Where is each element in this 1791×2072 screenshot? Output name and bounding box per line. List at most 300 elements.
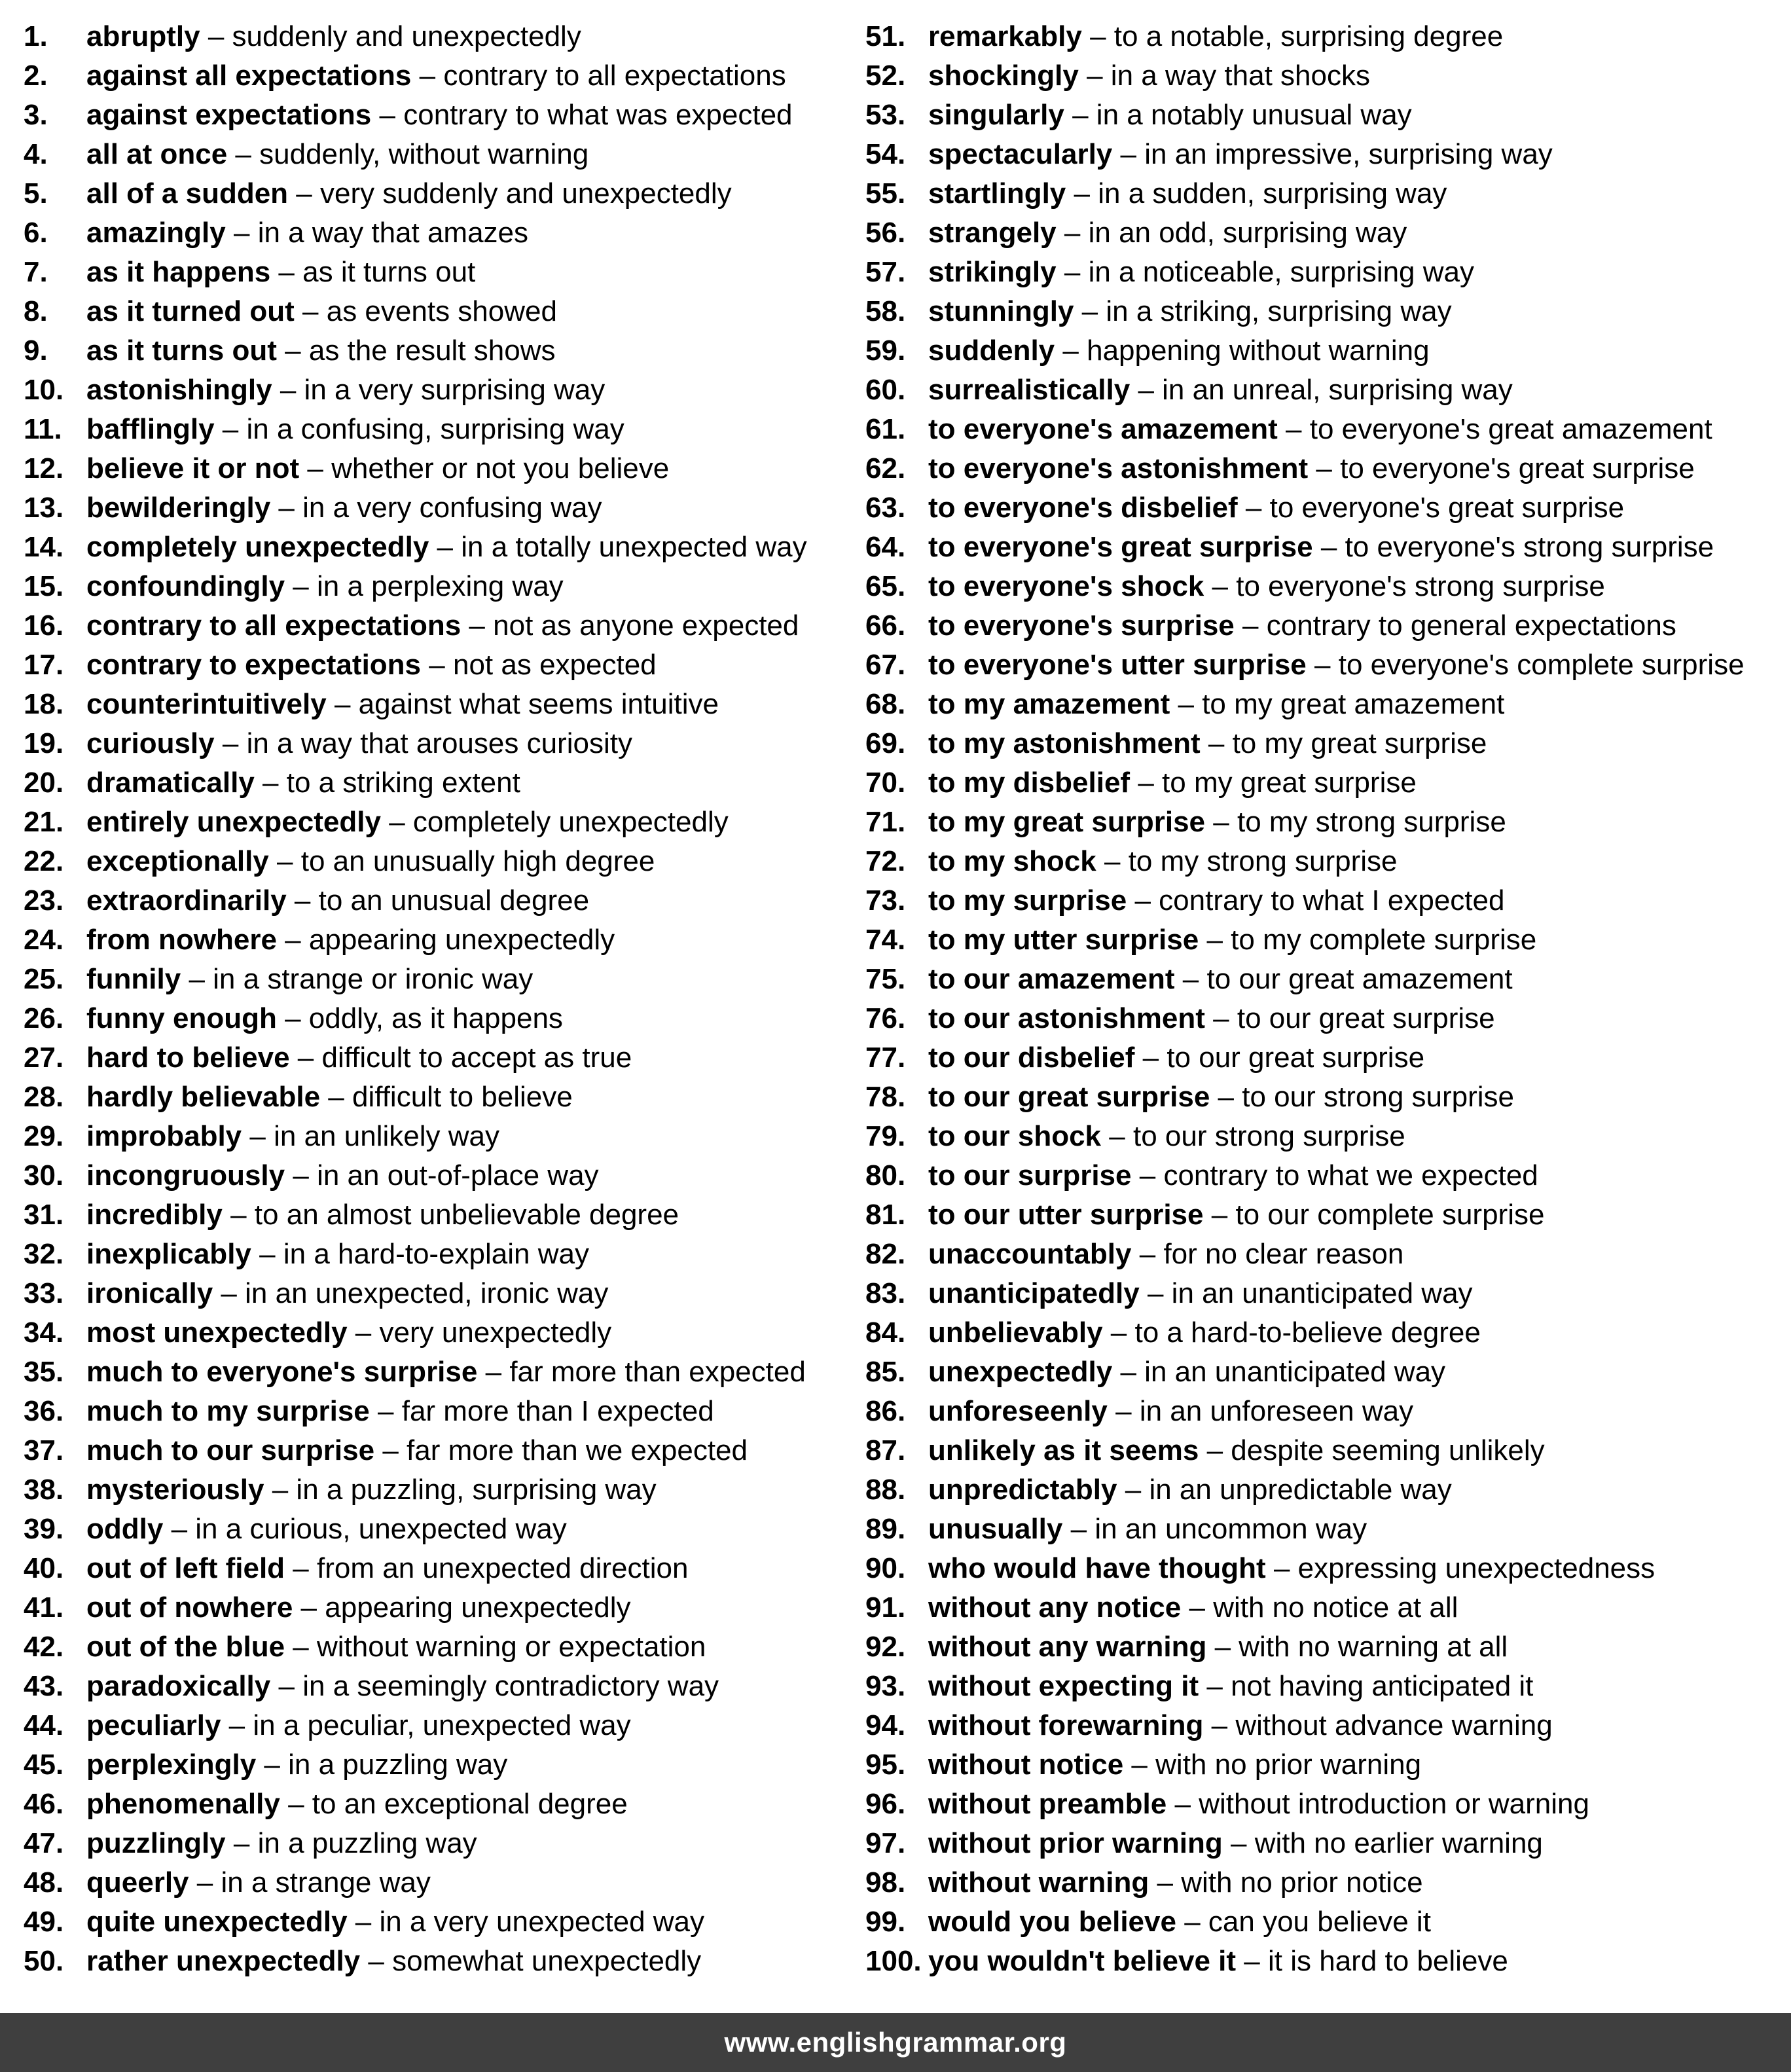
item-number: 47. bbox=[24, 1827, 64, 1859]
item-number: 91. bbox=[865, 1591, 906, 1624]
item-term: to my shock bbox=[928, 845, 1096, 877]
list-item bbox=[865, 410, 1782, 449]
item-number: 98. bbox=[865, 1866, 906, 1899]
item-separator: – bbox=[334, 688, 351, 720]
item-separator: – bbox=[1138, 374, 1154, 406]
item-definition: to everyone's great surprise bbox=[1269, 492, 1625, 524]
list-item bbox=[865, 1195, 1782, 1235]
item-separator: – bbox=[1120, 1356, 1136, 1388]
item-number: 69. bbox=[865, 727, 906, 759]
item-separator: – bbox=[1115, 1395, 1132, 1427]
item-definition: with no earlier warning bbox=[1254, 1827, 1543, 1859]
item-separator: – bbox=[300, 1591, 317, 1624]
item-number: 34. bbox=[24, 1317, 64, 1349]
item-term: without warning bbox=[928, 1866, 1149, 1899]
item-separator: – bbox=[1208, 727, 1225, 759]
item-separator: – bbox=[307, 452, 323, 484]
list-item bbox=[24, 528, 868, 567]
list-item bbox=[24, 606, 868, 645]
item-separator: – bbox=[302, 295, 319, 327]
item-definition: not having anticipated it bbox=[1231, 1670, 1534, 1702]
list-item bbox=[24, 1117, 868, 1156]
item-term: ironically bbox=[86, 1277, 213, 1309]
item-number: 54. bbox=[865, 138, 906, 170]
item-separator: – bbox=[1273, 1552, 1290, 1584]
item-definition: to my great surprise bbox=[1232, 727, 1487, 759]
item-number: 64. bbox=[865, 531, 906, 563]
item-number: 31. bbox=[24, 1199, 64, 1231]
item-definition: with no prior notice bbox=[1181, 1866, 1423, 1899]
item-separator: – bbox=[278, 492, 295, 524]
item-number: 9. bbox=[24, 335, 48, 367]
item-number: 20. bbox=[24, 767, 64, 799]
item-term: unbelievably bbox=[928, 1317, 1103, 1349]
item-definition: in an unanticipated way bbox=[1144, 1356, 1446, 1388]
list-item bbox=[24, 567, 868, 606]
item-definition: to my strong surprise bbox=[1237, 806, 1506, 838]
item-term: spectacularly bbox=[928, 138, 1113, 170]
item-number: 79. bbox=[865, 1120, 906, 1152]
item-term: funny enough bbox=[86, 1002, 277, 1034]
item-number: 11. bbox=[24, 413, 62, 445]
item-term: dramatically bbox=[86, 767, 255, 799]
item-definition: not as expected bbox=[452, 649, 657, 681]
item-number: 10. bbox=[24, 374, 64, 406]
list-item bbox=[24, 842, 868, 881]
item-definition: to my complete surprise bbox=[1231, 924, 1537, 956]
item-number: 41. bbox=[24, 1591, 64, 1624]
item-term: inexplicably bbox=[86, 1238, 251, 1270]
item-separator: – bbox=[1081, 295, 1098, 327]
item-number: 62. bbox=[865, 452, 906, 484]
item-number: 22. bbox=[24, 845, 64, 877]
item-separator: – bbox=[1178, 688, 1194, 720]
item-term: to everyone's amazement bbox=[928, 413, 1278, 445]
list-item bbox=[24, 1195, 868, 1235]
item-number: 16. bbox=[24, 609, 64, 642]
item-separator: – bbox=[233, 217, 250, 249]
list-item bbox=[865, 1274, 1782, 1313]
item-number: 7. bbox=[24, 256, 48, 288]
item-separator: – bbox=[1316, 452, 1332, 484]
list-item bbox=[24, 1942, 868, 1981]
item-definition: it is hard to believe bbox=[1268, 1945, 1508, 1977]
item-number: 63. bbox=[865, 492, 906, 524]
item-separator: – bbox=[1320, 531, 1337, 563]
list-item bbox=[865, 1745, 1782, 1785]
item-separator: – bbox=[1212, 570, 1229, 602]
item-term: puzzlingly bbox=[86, 1827, 226, 1859]
item-separator: – bbox=[272, 1474, 289, 1506]
item-number: 25. bbox=[24, 963, 64, 995]
item-definition: in an unlikely way bbox=[274, 1120, 499, 1152]
item-separator: – bbox=[293, 1159, 309, 1191]
item-separator: – bbox=[222, 727, 239, 759]
list-item bbox=[24, 763, 868, 803]
item-number: 65. bbox=[865, 570, 906, 602]
list-item bbox=[865, 567, 1782, 606]
item-separator: – bbox=[1244, 1945, 1260, 1977]
item-term: to my utter surprise bbox=[928, 924, 1199, 956]
list-item bbox=[24, 1549, 868, 1588]
item-separator: – bbox=[1087, 60, 1103, 92]
item-number: 6. bbox=[24, 217, 48, 249]
list-item bbox=[24, 17, 868, 56]
item-term: hardly believable bbox=[86, 1081, 321, 1113]
list-item bbox=[865, 763, 1782, 803]
item-separator: – bbox=[285, 335, 301, 367]
list-item bbox=[865, 135, 1782, 174]
item-number: 4. bbox=[24, 138, 48, 170]
item-separator: – bbox=[419, 60, 436, 92]
item-number: 37. bbox=[24, 1434, 64, 1466]
item-separator: – bbox=[293, 570, 309, 602]
item-definition: somewhat unexpectedly bbox=[392, 1945, 702, 1977]
item-term: much to our surprise bbox=[86, 1434, 375, 1466]
item-separator: – bbox=[1214, 1631, 1231, 1663]
item-definition: not as anyone expected bbox=[493, 609, 799, 642]
item-number: 72. bbox=[865, 845, 906, 877]
item-term: who would have thought bbox=[928, 1552, 1266, 1584]
item-separator: – bbox=[1139, 1238, 1156, 1270]
item-number: 80. bbox=[865, 1159, 906, 1191]
item-number: 44. bbox=[24, 1709, 64, 1741]
item-term: you wouldn't believe it bbox=[928, 1945, 1237, 1977]
website-url[interactable]: www.englishgrammar.org bbox=[724, 2027, 1067, 2058]
item-definition: very suddenly and unexpectedly bbox=[320, 177, 732, 209]
item-separator: – bbox=[1189, 1591, 1205, 1624]
item-term: without forewarning bbox=[928, 1709, 1204, 1741]
item-term: funnily bbox=[86, 963, 181, 995]
item-term: all of a sudden bbox=[86, 177, 289, 209]
item-definition: to everyone's great amazement bbox=[1309, 413, 1712, 445]
list-item bbox=[865, 1078, 1782, 1117]
list-item bbox=[865, 685, 1782, 724]
item-number: 67. bbox=[865, 649, 906, 681]
item-separator: – bbox=[1109, 1120, 1125, 1152]
item-separator: – bbox=[278, 1670, 295, 1702]
item-term: to our disbelief bbox=[928, 1042, 1135, 1074]
item-separator: – bbox=[1072, 99, 1089, 131]
item-number: 50. bbox=[24, 1945, 64, 1977]
item-number: 28. bbox=[24, 1081, 64, 1113]
list-item bbox=[865, 1824, 1782, 1863]
item-definition: in a way that amazes bbox=[257, 217, 529, 249]
list-item bbox=[865, 1588, 1782, 1627]
item-term: to my astonishment bbox=[928, 727, 1201, 759]
item-term: out of nowhere bbox=[86, 1591, 293, 1624]
item-term: quite unexpectedly bbox=[86, 1906, 348, 1938]
item-separator: – bbox=[1134, 884, 1151, 917]
item-term: phenomenally bbox=[86, 1788, 280, 1820]
item-number: 38. bbox=[24, 1474, 64, 1506]
item-separator: – bbox=[171, 1513, 188, 1545]
list-item bbox=[865, 803, 1782, 842]
list-item bbox=[24, 1863, 868, 1902]
item-term: to our astonishment bbox=[928, 1002, 1205, 1034]
item-definition: far more than we expected bbox=[407, 1434, 748, 1466]
item-number: 97. bbox=[865, 1827, 906, 1859]
item-separator: – bbox=[230, 1199, 247, 1231]
list-item bbox=[24, 1627, 868, 1667]
item-number: 53. bbox=[865, 99, 906, 131]
item-term: hard to believe bbox=[86, 1042, 290, 1074]
list-item bbox=[24, 1431, 868, 1470]
item-separator: – bbox=[1070, 1513, 1087, 1545]
item-definition: contrary to what was expected bbox=[403, 99, 793, 131]
item-definition: far more than expected bbox=[509, 1356, 806, 1388]
list-item bbox=[24, 135, 868, 174]
item-separator: – bbox=[1090, 20, 1106, 52]
list-item bbox=[24, 1156, 868, 1195]
item-number: 3. bbox=[24, 99, 48, 131]
list-item bbox=[865, 213, 1782, 253]
item-separator: – bbox=[469, 609, 485, 642]
item-term: surrealistically bbox=[928, 374, 1131, 406]
item-definition: suddenly and unexpectedly bbox=[232, 20, 581, 52]
item-number: 18. bbox=[24, 688, 64, 720]
item-term: entirely unexpectedly bbox=[86, 806, 381, 838]
item-separator: – bbox=[288, 1788, 304, 1820]
item-number: 95. bbox=[865, 1749, 906, 1781]
item-definition: happening without warning bbox=[1087, 335, 1430, 367]
item-separator: – bbox=[235, 138, 251, 170]
item-term: stunningly bbox=[928, 295, 1074, 327]
list-item bbox=[865, 1627, 1782, 1667]
list-item bbox=[865, 1431, 1782, 1470]
list-item bbox=[865, 724, 1782, 763]
item-definition: expressing unexpectedness bbox=[1297, 1552, 1655, 1584]
list-item bbox=[24, 410, 868, 449]
item-number: 33. bbox=[24, 1277, 64, 1309]
list-item bbox=[865, 253, 1782, 292]
list-item bbox=[24, 174, 868, 213]
list-item bbox=[865, 17, 1782, 56]
item-separator: – bbox=[259, 1238, 276, 1270]
item-number: 8. bbox=[24, 295, 48, 327]
list-item bbox=[865, 1549, 1782, 1588]
item-term: to my great surprise bbox=[928, 806, 1206, 838]
item-separator: – bbox=[278, 256, 295, 288]
item-number: 94. bbox=[865, 1709, 906, 1741]
item-term: mysteriously bbox=[86, 1474, 264, 1506]
item-number: 58. bbox=[865, 295, 906, 327]
item-definition: in an uncommon way bbox=[1094, 1513, 1367, 1545]
item-definition: in a curious, unexpected way bbox=[195, 1513, 567, 1545]
list-item bbox=[24, 331, 868, 371]
item-number: 15. bbox=[24, 570, 64, 602]
item-separator: – bbox=[485, 1356, 502, 1388]
item-term: abruptly bbox=[86, 20, 200, 52]
item-definition: in an unanticipated way bbox=[1171, 1277, 1473, 1309]
item-definition: to our great amazement bbox=[1206, 963, 1513, 995]
item-definition: whether or not you believe bbox=[331, 452, 670, 484]
item-number: 74. bbox=[865, 924, 906, 956]
item-number: 57. bbox=[865, 256, 906, 288]
item-definition: without advance warning bbox=[1235, 1709, 1553, 1741]
list-item bbox=[24, 920, 868, 960]
item-term: strikingly bbox=[928, 256, 1057, 288]
item-separator: – bbox=[1206, 924, 1223, 956]
item-definition: against what seems intuitive bbox=[358, 688, 719, 720]
item-definition: to a hard-to-believe degree bbox=[1134, 1317, 1481, 1349]
item-definition: contrary to what I expected bbox=[1159, 884, 1505, 917]
item-definition: contrary to general expectations bbox=[1266, 609, 1676, 642]
item-term: bafflingly bbox=[86, 413, 215, 445]
item-definition: with no warning at all bbox=[1239, 1631, 1508, 1663]
item-term: suddenly bbox=[928, 335, 1055, 367]
list-item bbox=[24, 1824, 868, 1863]
item-term: shockingly bbox=[928, 60, 1079, 92]
item-term: without any notice bbox=[928, 1591, 1182, 1624]
item-separator: – bbox=[1206, 1434, 1223, 1466]
list-item bbox=[24, 803, 868, 842]
item-term: to everyone's surprise bbox=[928, 609, 1235, 642]
item-term: oddly bbox=[86, 1513, 164, 1545]
item-term: unforeseenly bbox=[928, 1395, 1108, 1427]
item-definition: from an unexpected direction bbox=[317, 1552, 689, 1584]
list-item bbox=[24, 645, 868, 685]
item-definition: in a confusing, surprising way bbox=[246, 413, 624, 445]
list-item bbox=[24, 881, 868, 920]
item-separator: – bbox=[1104, 845, 1121, 877]
list-item bbox=[865, 920, 1782, 960]
list-item bbox=[865, 881, 1782, 920]
item-number: 60. bbox=[865, 374, 906, 406]
item-definition: difficult to accept as true bbox=[321, 1042, 632, 1074]
list-item bbox=[865, 1510, 1782, 1549]
item-definition: in an unexpected, ironic way bbox=[245, 1277, 609, 1309]
item-separator: – bbox=[233, 1827, 250, 1859]
item-definition: completely unexpectedly bbox=[412, 806, 729, 838]
item-definition: to my great surprise bbox=[1162, 767, 1417, 799]
item-definition: in a noticeable, surprising way bbox=[1088, 256, 1475, 288]
item-term: as it happens bbox=[86, 256, 271, 288]
item-separator: – bbox=[429, 649, 445, 681]
item-number: 51. bbox=[865, 20, 906, 52]
item-term: to my disbelief bbox=[928, 767, 1131, 799]
item-number: 89. bbox=[865, 1513, 906, 1545]
item-number: 85. bbox=[865, 1356, 906, 1388]
item-separator: – bbox=[208, 20, 225, 52]
item-term: completely unexpectedly bbox=[86, 531, 429, 563]
item-number: 87. bbox=[865, 1434, 906, 1466]
list-item bbox=[865, 96, 1782, 135]
item-number: 88. bbox=[865, 1474, 906, 1506]
item-definition: for no clear reason bbox=[1163, 1238, 1404, 1270]
item-separator: – bbox=[1120, 138, 1136, 170]
list-item bbox=[865, 999, 1782, 1038]
item-term: to our amazement bbox=[928, 963, 1175, 995]
item-separator: – bbox=[1138, 767, 1154, 799]
item-separator: – bbox=[294, 884, 311, 917]
list-item bbox=[865, 606, 1782, 645]
list-item bbox=[24, 1667, 868, 1706]
item-definition: without introduction or warning bbox=[1199, 1788, 1589, 1820]
item-separator: – bbox=[1245, 492, 1262, 524]
item-separator: – bbox=[262, 767, 279, 799]
list-item bbox=[24, 1313, 868, 1353]
item-number: 48. bbox=[24, 1866, 64, 1899]
item-number: 86. bbox=[865, 1395, 906, 1427]
item-term: startlingly bbox=[928, 177, 1066, 209]
item-separator: – bbox=[355, 1906, 372, 1938]
item-separator: – bbox=[1064, 217, 1081, 249]
item-definition: in a seemingly contradictory way bbox=[302, 1670, 719, 1702]
item-separator: – bbox=[1142, 1042, 1159, 1074]
item-number: 59. bbox=[865, 335, 906, 367]
item-definition: in a very confusing way bbox=[302, 492, 602, 524]
item-term: against all expectations bbox=[86, 60, 412, 92]
list-item bbox=[865, 1235, 1782, 1274]
item-term: much to everyone's surprise bbox=[86, 1356, 478, 1388]
item-definition: in an impressive, surprising way bbox=[1144, 138, 1553, 170]
list-item bbox=[865, 842, 1782, 881]
item-term: unanticipatedly bbox=[928, 1277, 1140, 1309]
item-number: 83. bbox=[865, 1277, 906, 1309]
item-definition: to everyone's complete surprise bbox=[1338, 649, 1745, 681]
item-term: to our surprise bbox=[928, 1159, 1132, 1191]
item-term: without expecting it bbox=[928, 1670, 1199, 1702]
item-definition: to an unusually high degree bbox=[300, 845, 655, 877]
item-term: much to my surprise bbox=[86, 1395, 370, 1427]
item-separator: – bbox=[437, 531, 454, 563]
item-definition: without warning or expectation bbox=[317, 1631, 706, 1663]
item-definition: to our strong surprise bbox=[1132, 1120, 1405, 1152]
item-definition: in a hard-to-explain way bbox=[283, 1238, 589, 1270]
item-definition: in a striking, surprising way bbox=[1106, 295, 1452, 327]
item-definition: in a puzzling, surprising way bbox=[296, 1474, 657, 1506]
item-number: 100. bbox=[865, 1945, 922, 1977]
item-separator: – bbox=[382, 1434, 399, 1466]
item-definition: despite seeming unlikely bbox=[1231, 1434, 1545, 1466]
list-item bbox=[865, 645, 1782, 685]
list-item bbox=[24, 1353, 868, 1392]
item-number: 13. bbox=[24, 492, 64, 524]
item-separator: – bbox=[1230, 1827, 1247, 1859]
list-item bbox=[24, 96, 868, 135]
list-item bbox=[24, 1392, 868, 1431]
item-term: unusually bbox=[928, 1513, 1063, 1545]
item-number: 5. bbox=[24, 177, 48, 209]
list-item bbox=[24, 1470, 868, 1510]
item-number: 71. bbox=[865, 806, 906, 838]
item-number: 82. bbox=[865, 1238, 906, 1270]
item-number: 99. bbox=[865, 1906, 906, 1938]
item-separator: – bbox=[280, 374, 297, 406]
item-definition: in a way that arouses curiosity bbox=[246, 727, 632, 759]
list-item bbox=[865, 1117, 1782, 1156]
item-term: contrary to expectations bbox=[86, 649, 422, 681]
item-term: to everyone's shock bbox=[928, 570, 1204, 602]
item-term: counterintuitively bbox=[86, 688, 327, 720]
item-term: extraordinarily bbox=[86, 884, 287, 917]
right-column bbox=[865, 17, 1782, 1981]
item-separator: – bbox=[1125, 1474, 1142, 1506]
item-definition: to a notable, surprising degree bbox=[1113, 20, 1504, 52]
list-item bbox=[865, 1038, 1782, 1078]
item-term: as it turns out bbox=[86, 335, 277, 367]
item-definition: oddly, as it happens bbox=[308, 1002, 563, 1034]
item-term: to everyone's astonishment bbox=[928, 452, 1309, 484]
item-term: incredibly bbox=[86, 1199, 223, 1231]
item-term: peculiarly bbox=[86, 1709, 221, 1741]
item-separator: – bbox=[355, 1317, 372, 1349]
item-separator: – bbox=[1211, 1199, 1228, 1231]
list-item bbox=[865, 371, 1782, 410]
list-item bbox=[865, 1863, 1782, 1902]
list-item bbox=[24, 1785, 868, 1824]
